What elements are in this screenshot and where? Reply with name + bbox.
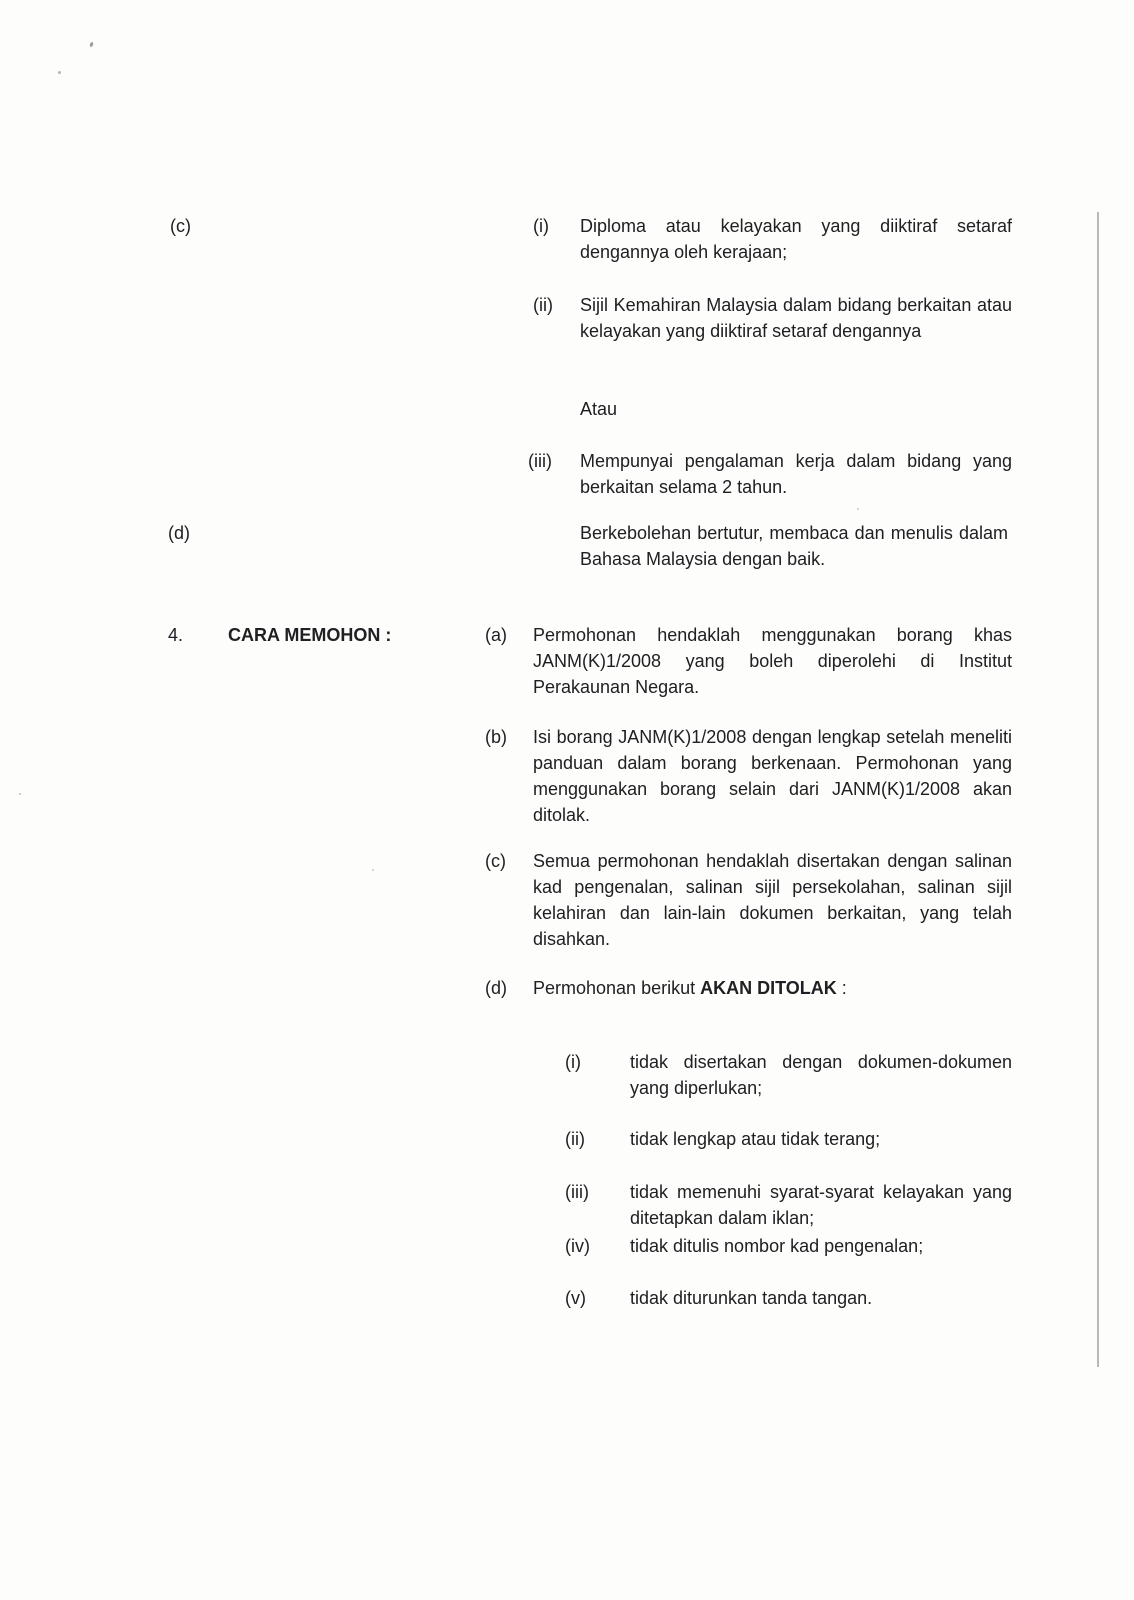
scan-speck [857, 508, 859, 510]
item-label: (i) [533, 216, 549, 236]
qualification-item-iii [528, 448, 1012, 500]
item-label: (iv) [565, 1236, 590, 1256]
item-text: tidak diturunkan tanda tangan. [630, 1288, 873, 1308]
qualification-item-i [533, 213, 1012, 265]
clause-c-label: (c) [170, 216, 191, 236]
item-label: (iii) [565, 1182, 589, 1202]
clause-d-label: (d) [168, 523, 190, 543]
item-label: (c) [485, 851, 506, 871]
item-text: Permohonan hendaklah menggunakan borang khas JANM(K)1/2008 yang boleh diperolehi di Institut Perakaunan Negara. [533, 625, 1012, 697]
item-text [533, 975, 1012, 1001]
section-number: 4. [168, 625, 184, 645]
item-text: tidak disertakan dengan dokumen-dokumen yang diperlukan; [630, 1052, 1012, 1098]
item-text: tidak lengkap atau tidak terang; [630, 1129, 881, 1149]
scan-speck [19, 793, 21, 795]
item-text: Isi borang JANM(K)1/2008 dengan lengkap setelah meneliti panduan dalam borang berkenaan. Permohonan yang menggunakan borang selain dari JANM(K)1/2008 akan ditolak. [533, 727, 1012, 825]
item-text-prefix: Permohonan berikut [533, 978, 701, 998]
connector-atau: Atau [580, 399, 618, 419]
item-text: tidak ditulis nombor kad pengenalan; [630, 1236, 924, 1256]
qualification-item-ii [533, 292, 1012, 344]
item-text: tidak memenuhi syarat-syarat kelayakan yang ditetapkan dalam iklan; [630, 1182, 1012, 1228]
rejection-item-iv [565, 1233, 1012, 1259]
scan-speck [89, 42, 94, 48]
rejection-item-iii [565, 1179, 1012, 1231]
item-label: (i) [565, 1052, 581, 1072]
rejection-item-i [565, 1049, 1012, 1101]
scan-speck [58, 71, 61, 74]
item-label: (ii) [565, 1129, 585, 1149]
cara-memohon-item-d [485, 975, 1012, 1001]
scan-artifact-line [1097, 212, 1099, 1367]
item-label: (ii) [533, 295, 553, 315]
item-text-bold: AKAN DITOLAK [700, 978, 837, 998]
item-label: (iii) [528, 451, 552, 471]
scan-speck [372, 869, 374, 871]
cara-memohon-item-a [485, 622, 1012, 700]
item-text: Mempunyai pengalaman kerja dalam bidang yang berkaitan selama 2 tahun. [580, 451, 1012, 497]
item-label: (b) [485, 727, 507, 747]
item-text-suffix: : [836, 978, 847, 998]
item-label: (v) [565, 1288, 586, 1308]
item-text: Semua permohonan hendaklah disertakan dengan salinan kad pengenalan, salinan sijil persekolahan, salinan sijil kelahiran dan lain-lain dokumen berkaitan, yang telah disahkan. [533, 851, 1012, 949]
rejection-item-v [565, 1285, 1012, 1311]
clause-d-text: Berkebolehan bertutur, membaca dan menulis dalam Bahasa Malaysia dengan baik. [580, 523, 1008, 569]
item-text: Diploma atau kelayakan yang diiktiraf setaraf dengannya oleh kerajaan; [580, 216, 1012, 262]
cara-memohon-item-c [485, 848, 1012, 952]
item-label: (d) [485, 978, 507, 998]
item-text: Sijil Kemahiran Malaysia dalam bidang berkaitan atau kelayakan yang diiktiraf setaraf dengannya [580, 295, 1012, 341]
cara-memohon-item-b [485, 724, 1012, 828]
item-label: (a) [485, 625, 507, 645]
rejection-item-ii [565, 1126, 1012, 1152]
section-heading: CARA MEMOHON : [228, 625, 392, 645]
